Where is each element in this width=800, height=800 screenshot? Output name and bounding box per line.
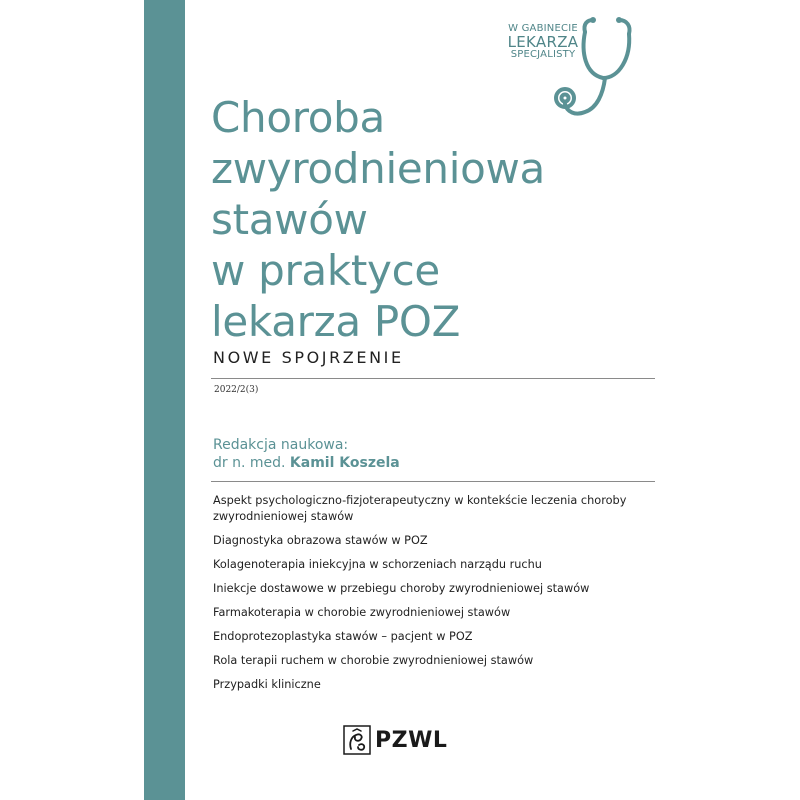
series-line-1: W GABINECIE bbox=[508, 23, 578, 34]
toc-item: Aspekt psychologiczno-fizjoterapeutyczny w kontekście leczenia choroby zwyrodnieniowej stawów bbox=[213, 494, 627, 523]
cover-spine-band bbox=[144, 0, 185, 800]
editor-name: Kamil Koszela bbox=[289, 455, 400, 471]
toc-item: Farmakoterapia w chorobie zwyrodnieniowej stawów bbox=[213, 606, 511, 619]
pzwl-logo bbox=[343, 725, 371, 755]
editor-label: Redakcja naukowa: bbox=[213, 437, 349, 453]
editor-prefix: dr n. med. bbox=[213, 455, 286, 471]
book-title bbox=[211, 92, 651, 347]
publisher-block bbox=[343, 722, 447, 758]
toc-item: Kolagenoterapia iniekcyjna w schorzeniach narządu ruchu bbox=[213, 558, 542, 571]
table-of-contents bbox=[213, 493, 643, 701]
toc-item: Przypadki kliniczne bbox=[213, 678, 321, 691]
divider-top bbox=[211, 378, 655, 379]
issue-number: 2022/2(3) bbox=[214, 385, 259, 395]
toc-item: Iniekcje dostawowe w przebiegu choroby zwyrodnieniowej stawów bbox=[213, 582, 590, 595]
divider-bottom bbox=[211, 481, 655, 482]
title-line-1: Choroba bbox=[211, 93, 385, 142]
toc-item: Diagnostyka obrazowa stawów w POZ bbox=[213, 534, 428, 547]
editor-line bbox=[213, 455, 400, 471]
title-line-2: zwyrodnieniowa bbox=[211, 144, 545, 193]
book-subtitle: NOWE SPOJRZENIE bbox=[213, 348, 404, 367]
title-line-4: w praktyce bbox=[211, 246, 440, 295]
title-line-5: lekarza POZ bbox=[211, 297, 461, 346]
title-line-3: stawów bbox=[211, 195, 368, 244]
toc-item: Rola terapii ruchem w chorobie zwyrodnieniowej stawów bbox=[213, 654, 534, 667]
series-line-3: SPECJALISTY bbox=[510, 49, 576, 61]
series-line-2: LEKARZA bbox=[507, 32, 579, 51]
publisher-name: PZWL bbox=[375, 727, 448, 753]
toc-item: Endoprotezoplastyka stawów – pacjent w POZ bbox=[213, 630, 473, 643]
